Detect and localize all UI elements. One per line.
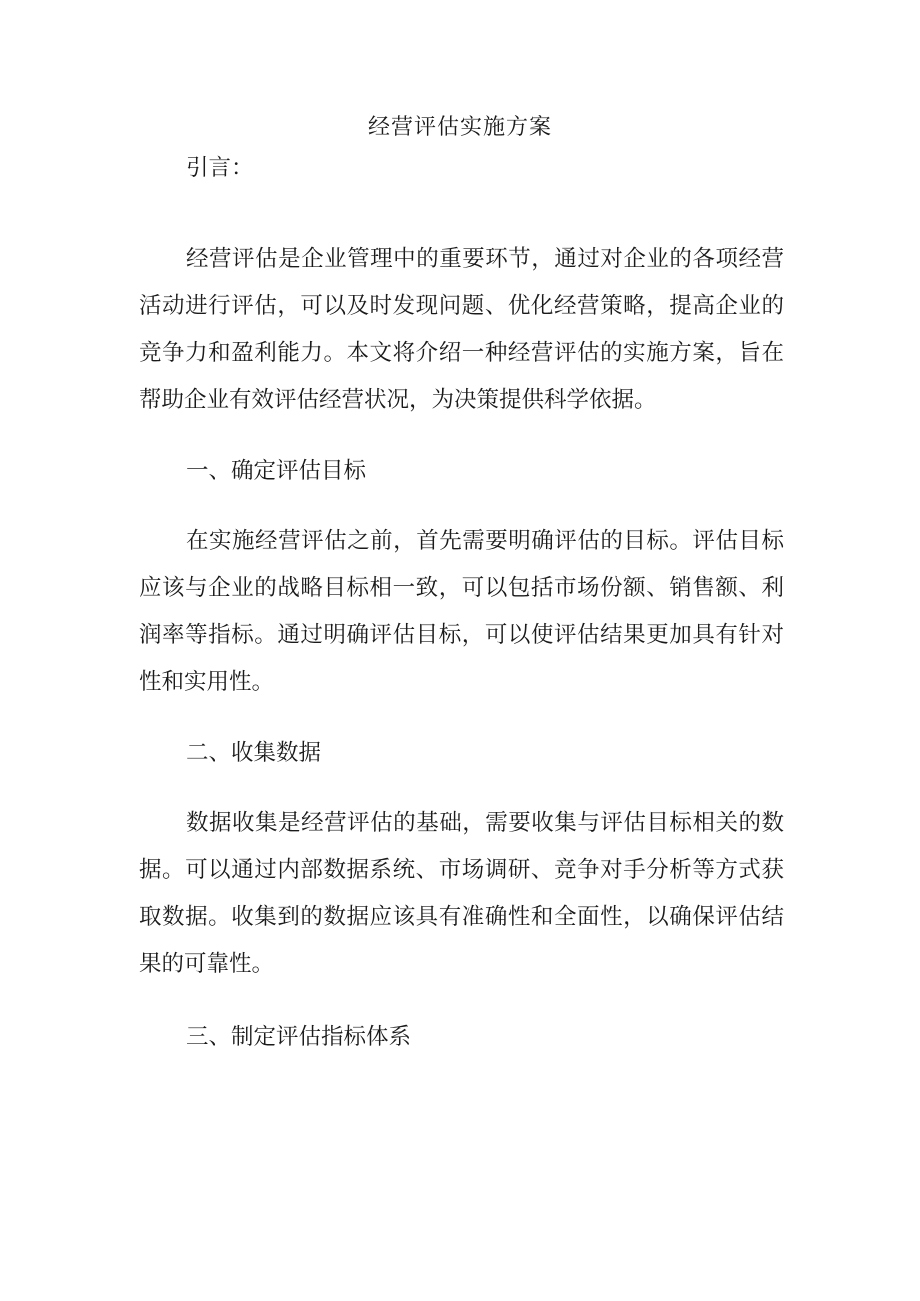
- intro-label: 引言：: [186, 155, 254, 181]
- section-heading-3: 三、制定评估指标体系: [186, 1024, 412, 1050]
- document-title: 经营评估实施方案: [367, 115, 552, 140]
- intro-paragraph: 经营评估是企业管理中的重要环节，通过对企业的各项经营活动进行评估，可以及时发现问题、优化经营策略，提高企业的竞争力和盈利能力。本文将介绍一种经营评估的实施方案，旨在帮助企业有效评估经营状况，为决策提供科学依据。: [139, 246, 784, 413]
- section-heading-2: 二、收集数据: [186, 740, 322, 766]
- section-paragraph-2: 数据收集是经营评估的基础，需要收集与评估目标相关的数据。可以通过内部数据系统、市场调研、竞争对手分析等方式获取数据。收集到的数据应该具有准确性和全面性，以确保评估结果的可靠性。: [139, 810, 784, 977]
- section-heading-1: 一、确定评估目标: [186, 458, 367, 484]
- section-paragraph-1: 在实施经营评估之前，首先需要明确评估的目标。评估目标应该与企业的战略目标相一致，可以包括市场份额、销售额、利润率等指标。通过明确评估目标，可以使评估结果更加具有针对性和实用性。: [139, 528, 784, 695]
